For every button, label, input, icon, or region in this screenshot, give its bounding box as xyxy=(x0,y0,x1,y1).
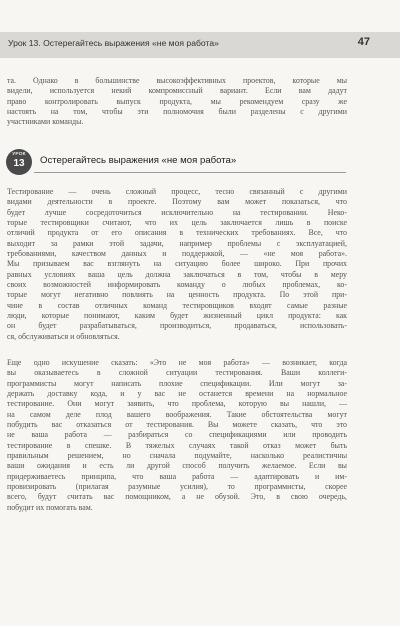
text-line: тестирование. Они могут заявить, что проблема, которую вы нашли, — xyxy=(7,399,347,409)
text-line: требованиями, качеством данных и поддержкой, — «не моя работа». xyxy=(7,249,347,259)
text-line: придерживаетесь принципа, что ваша работа — адаптировать и им- xyxy=(7,471,347,481)
lesson-badge-label: УРОК xyxy=(12,152,26,157)
running-head xyxy=(0,32,400,58)
text-line: Тестирование — очень сложный процесс, тесно связанный с другими xyxy=(7,187,347,196)
text-line: вы оказываетесь в сложной ситуации тестирования. Ваши коллеги- xyxy=(7,368,347,378)
text-line: та. Однако в большинстве высокоэффективных проектов, которые мы xyxy=(7,76,347,85)
text-line: выходит за рамки этой задачи, например проблемы с эксплуатацией, xyxy=(7,238,347,248)
paragraph-temptation xyxy=(7,358,347,513)
text-line: Еще одно искушение сказать: «Это не моя работа» — возникает, когда xyxy=(7,358,347,367)
text-line: равных условиях ваша цель должна заключаться в том, чтобы в меру xyxy=(7,269,347,279)
text-line: побудить вас отказаться от тестирования. Вы можете сказать, что это xyxy=(7,420,347,430)
text-line: программисты могут написать плохие спецификации. Или могут за- xyxy=(7,378,347,388)
text-line: отличий продукта от его описания в технических требованиях. Все, что xyxy=(7,228,347,238)
paragraph-intro xyxy=(7,76,347,128)
lesson-heading xyxy=(6,147,346,177)
text-line: ваши ожидания и есть ли другой способ получить желаемое. Если вы xyxy=(7,461,347,471)
text-line: на самом деле плод вашего воображения. Такие обстоятельства могут xyxy=(7,409,347,419)
text-line: тестирование в спешке. В тяжелых случаях такой отказ может быть xyxy=(7,440,347,450)
lesson-badge xyxy=(6,149,32,175)
paragraph-testing xyxy=(7,187,347,342)
heading-underline xyxy=(34,172,346,173)
text-line: своих возможностей информировать команду о любых проблемах, ко- xyxy=(7,280,347,290)
text-line: чине в состав отличных команд тестировщиков входят самые разные xyxy=(7,300,347,310)
text-line: правильным решением, но сначала подумайте, насколько реалистичны xyxy=(7,451,347,461)
text-line: право контролировать выпуск продукта, мы рекомендуем сразу же xyxy=(7,96,347,106)
text-line: Мы призываем вас взглянуть на ситуацию более широко. При прочих xyxy=(7,259,347,269)
text-line: видами деятельности в проекте. Поэтому вам может показаться, что xyxy=(7,197,347,207)
lesson-title: Остерегайтесь выражения «не моя работа» xyxy=(40,155,237,166)
text-line: он будет разрабатываться, производиться, продаваться, использовать- xyxy=(7,321,347,331)
text-line: провизировать (прилагая разумные усилия), то программисты, скорее xyxy=(7,482,347,492)
text-line: участниками команды. xyxy=(7,117,84,127)
page-number: 47 xyxy=(357,36,370,48)
text-line: не ваша работа — разбираться со спецификациями или проводить xyxy=(7,430,347,440)
text-line: будет лучше сосредоточиться исключительно на тестировании. Неко- xyxy=(7,207,347,217)
text-line: торые тестировщики считают, что их цель заключается лишь в поиске xyxy=(7,218,347,228)
text-line: люди, которые понимают, каким будет жизненный цикл продукта: как xyxy=(7,311,347,321)
text-line: всего, будут считать вас помощником, а не обузой. Это, в свою очередь, xyxy=(7,492,347,502)
text-line: настоять на том, чтобы эти полномочия были разделены с другими xyxy=(7,107,347,117)
text-line: видели, используется некий компромиссный вариант. Если вам дадут xyxy=(7,86,347,96)
text-line: побудит их помогать вам. xyxy=(7,502,93,512)
text-line: торые могут негативно повлиять на ценность продукта. По этой при- xyxy=(7,290,347,300)
text-line: держать доставку кода, и у вас не останется времени на нормальное xyxy=(7,389,347,399)
lesson-badge-number: 13 xyxy=(13,158,25,169)
text-line: ся, обслуживаться и обновляться. xyxy=(7,331,120,341)
running-head-title: Урок 13. Остерегайтесь выражения «не моя работа» xyxy=(8,38,219,48)
